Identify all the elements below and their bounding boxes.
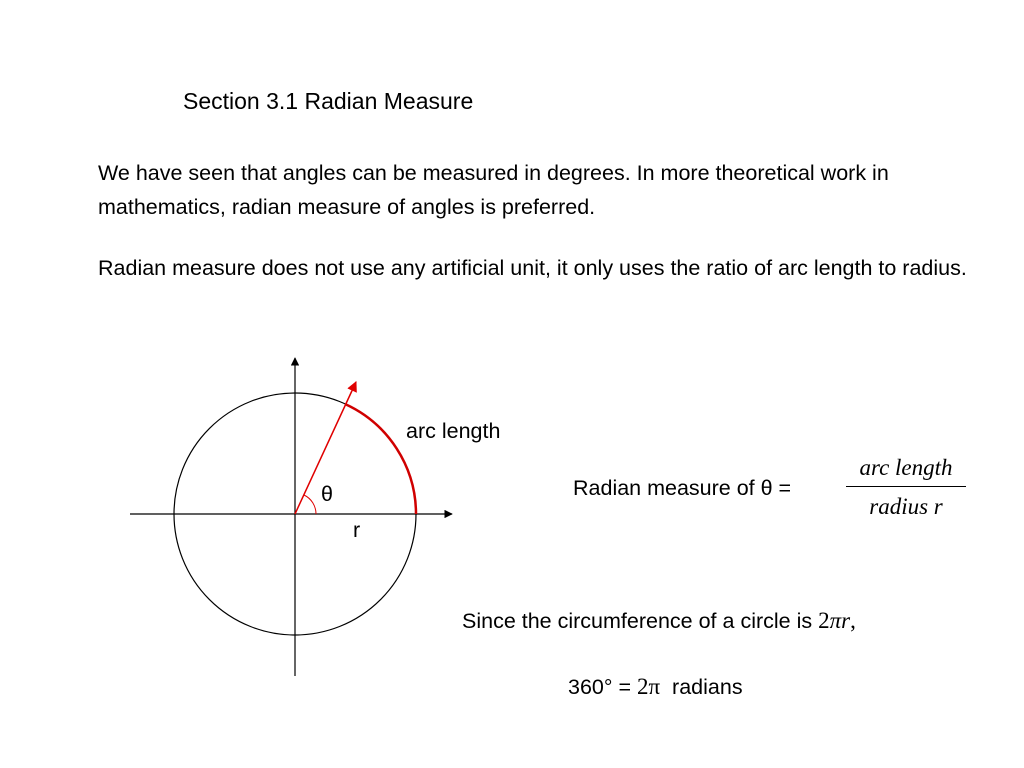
circumference-text: Since the circumference of a circle is [462,609,819,633]
intro-paragraph: We have seen that angles can be measured in degrees. In more theoretical work in mathematics, radian measure of angles is preferred. [98,161,889,219]
theta-label: θ [321,482,333,506]
circumference-statement [462,604,856,638]
circumference-expr-2: 2 [818,608,830,633]
radian-fraction [846,452,966,523]
slide-title: Section 3.1 Radian Measure [183,88,474,114]
conversion-statement [568,670,743,704]
fraction-numerator: arc length [859,455,953,480]
circumference-expr-pi-r: πr [829,608,851,633]
arc-length-label: arc length [406,419,501,443]
fraction-denominator: radius r [869,494,943,519]
fraction-bar [846,486,966,487]
definition-paragraph: Radian measure does not use any artificial unit, it only uses the ratio of arc length to radius. [98,256,967,280]
circumference-comma: , [850,608,856,633]
conversion-unit: radians [660,675,743,699]
conversion-lhs: 360° = [568,675,637,699]
formula-lhs: Radian measure of θ = [573,476,792,500]
conversion-expr: 2π [636,674,661,699]
radius-label: r [353,518,361,542]
angle-mark [304,495,316,514]
